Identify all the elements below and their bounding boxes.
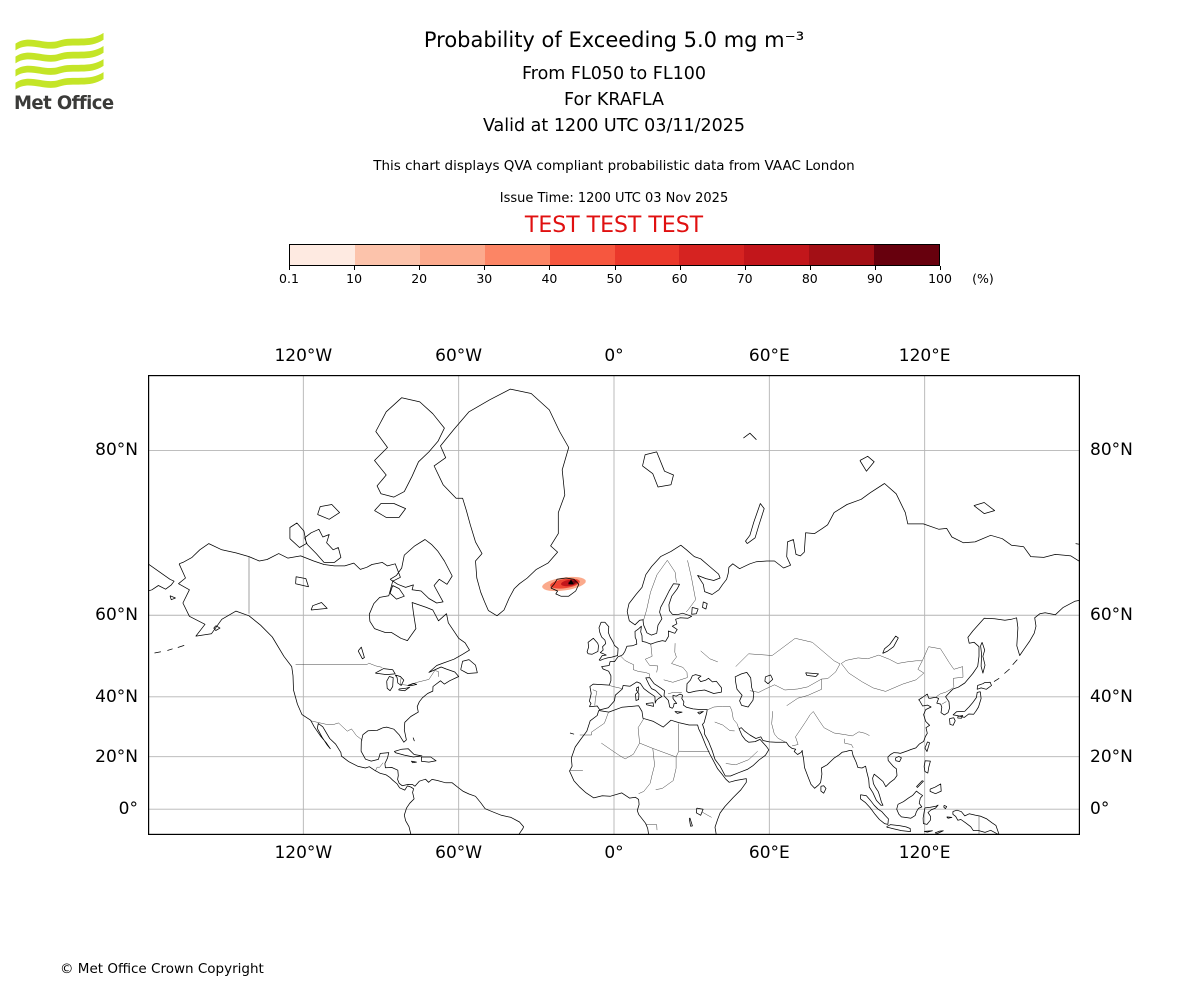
copyright-notice: © Met Office Crown Copyright (60, 961, 264, 977)
chart-title: Probability of Exceeding 5.0 mg m⁻³ (423, 28, 805, 52)
lat-tick-left: 40°N (95, 686, 138, 707)
lon-tick-bottom: 120°E (898, 843, 951, 863)
flight-level-line: From FL050 to FL100 (521, 64, 707, 84)
colorbar-unit: (%) (972, 271, 994, 286)
volcano-line: For KRAFLA (564, 90, 664, 110)
colorbar-tick-label: 100 (928, 271, 952, 286)
lon-tick-top: 120°W (274, 346, 333, 366)
map-canvas (148, 375, 1080, 835)
colorbar-tick-label: 70 (736, 271, 753, 286)
lat-tick-left: 20°N (95, 746, 138, 767)
lat-tick-left: 60°N (95, 605, 138, 626)
colorbar-tick-label: 80 (801, 271, 818, 286)
lat-tick-left: 0° (118, 799, 138, 820)
lat-tick-right: 0° (1090, 799, 1110, 820)
colorbar-tick-label: 50 (606, 271, 623, 286)
lat-tick-right: 40°N (1090, 686, 1133, 707)
lon-tick-bottom: 120°W (274, 843, 333, 863)
issue-time: Issue Time: 1200 UTC 03 Nov 2025 (499, 191, 729, 206)
lon-tick-bottom: 60°W (435, 843, 483, 863)
qva-disclaimer: This chart displays QVA compliant probabilistic data from VAAC London (373, 158, 855, 174)
valid-time-line: Valid at 1200 UTC 03/11/2025 (482, 116, 746, 136)
lon-tick-top: 60°E (748, 346, 790, 366)
test-banner: TEST TEST TEST (524, 213, 704, 238)
colorbar-tick-label: 60 (671, 271, 688, 286)
lon-tick-top: 60°W (435, 346, 483, 366)
lon-tick-top: 0° (604, 346, 624, 366)
colorbar-tick-label: 30 (476, 271, 493, 286)
lat-tick-right: 60°N (1090, 605, 1133, 626)
colorbar-tick-label: 90 (866, 271, 883, 286)
lat-tick-right: 80°N (1090, 440, 1133, 461)
lat-tick-right: 20°N (1090, 746, 1133, 767)
lon-tick-top: 120°E (898, 346, 951, 366)
colorbar-tick-label: 40 (541, 271, 558, 286)
colorbar-tick-label: 20 (411, 271, 428, 286)
colorbar-tick-label: 10 (346, 271, 363, 286)
lon-tick-bottom: 0° (604, 843, 624, 863)
lon-tick-bottom: 60°E (748, 843, 790, 863)
lat-tick-left: 80°N (95, 440, 138, 461)
colorbar-tick-label: 0.1 (279, 271, 299, 286)
met-office-wordmark: Met Office (14, 92, 114, 114)
